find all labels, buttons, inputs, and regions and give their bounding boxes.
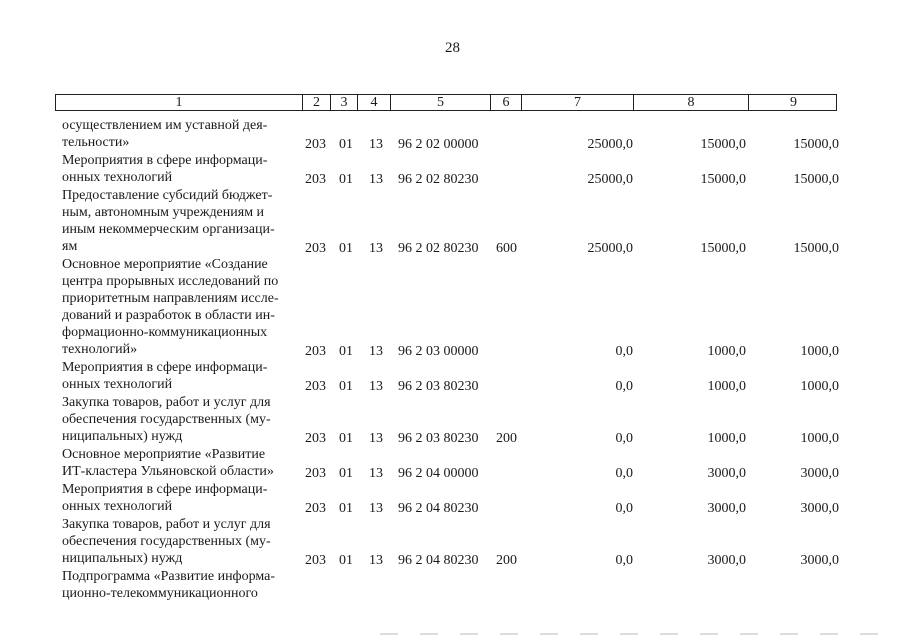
description-line: тельности» [62, 135, 130, 150]
cell-c5: 96 2 04 00000 [398, 466, 479, 481]
cell-c2: 203 [305, 241, 326, 256]
cell-c8: 15000,0 [700, 172, 746, 187]
cell-c7: 25000,0 [587, 241, 633, 256]
description-line: приоритетным направлениям иссле- [62, 291, 279, 306]
cell-c3: 01 [339, 466, 353, 481]
description-line: дований и разработок в области ин- [62, 308, 275, 323]
cell-c8: 3000,0 [707, 553, 746, 568]
description-line: обеспечения государственных (му- [62, 534, 271, 549]
cell-c5: 96 2 02 80230 [398, 241, 479, 256]
cell-c2: 203 [305, 466, 326, 481]
description-line: ям [62, 239, 78, 254]
cell-c2: 203 [305, 379, 326, 394]
cell-c3: 01 [339, 172, 353, 187]
cell-c7: 25000,0 [587, 172, 633, 187]
cell-c5: 96 2 03 80230 [398, 379, 479, 394]
header-cell-4: 4 [357, 95, 390, 110]
cell-c5: 96 2 04 80230 [398, 501, 479, 516]
description-line: Основное мероприятие «Развитие [62, 447, 266, 462]
description-line: центра прорывных исследований по [62, 274, 279, 289]
description-line: онных технологий [62, 377, 173, 392]
header-cell-2: 2 [302, 95, 330, 110]
row-description [62, 481, 296, 515]
description-line: технологий» [62, 342, 138, 357]
cell-c2: 203 [305, 501, 326, 516]
cell-c7: 0,0 [615, 344, 633, 359]
cell-c4: 13 [369, 553, 383, 568]
description-line: Мероприятия в сфере информаци- [62, 482, 268, 497]
cell-c6: 200 [496, 431, 517, 446]
cell-c6: 200 [496, 553, 517, 568]
cell-c9: 3000,0 [800, 501, 839, 516]
cell-c8: 15000,0 [700, 241, 746, 256]
header-cell-6: 6 [490, 95, 521, 110]
scan-artifact [380, 633, 900, 635]
header-cell-3: 3 [330, 95, 357, 110]
description-line: Подпрограмма «Развитие информа- [62, 569, 276, 584]
header-cell-9: 9 [748, 95, 838, 110]
cell-c8: 15000,0 [700, 137, 746, 152]
row-description [62, 568, 296, 602]
cell-c7: 0,0 [615, 379, 633, 394]
cell-c4: 13 [369, 501, 383, 516]
description-line: Закупка товаров, работ и услуг для [62, 517, 271, 532]
cell-c2: 203 [305, 172, 326, 187]
description-line: Мероприятия в сфере информаци- [62, 360, 268, 375]
cell-c2: 203 [305, 137, 326, 152]
row-description [62, 187, 296, 255]
description-line: ниципальных) нужд [62, 551, 183, 566]
cell-c9: 1000,0 [800, 344, 839, 359]
cell-c3: 01 [339, 241, 353, 256]
cell-c4: 13 [369, 431, 383, 446]
description-line: Предоставление субсидий бюджет- [62, 188, 273, 203]
cell-c7: 0,0 [615, 501, 633, 516]
cell-c6: 600 [496, 241, 517, 256]
cell-c9: 1000,0 [800, 431, 839, 446]
row-description [62, 359, 296, 393]
header-cell-8: 8 [633, 95, 748, 110]
cell-c4: 13 [369, 241, 383, 256]
cell-c3: 01 [339, 553, 353, 568]
cell-c8: 3000,0 [707, 501, 746, 516]
cell-c4: 13 [369, 379, 383, 394]
cell-c8: 1000,0 [707, 431, 746, 446]
row-description [62, 394, 296, 445]
cell-c8: 1000,0 [707, 379, 746, 394]
table-header-row [55, 94, 837, 111]
cell-c9: 15000,0 [793, 172, 839, 187]
row-description [62, 256, 296, 358]
row-description [62, 446, 296, 480]
cell-c9: 3000,0 [800, 553, 839, 568]
cell-c8: 3000,0 [707, 466, 746, 481]
cell-c3: 01 [339, 344, 353, 359]
cell-c3: 01 [339, 501, 353, 516]
cell-c5: 96 2 03 80230 [398, 431, 479, 446]
cell-c9: 1000,0 [800, 379, 839, 394]
description-line: обеспечения государственных (му- [62, 412, 271, 427]
row-description [62, 516, 296, 567]
cell-c9: 15000,0 [793, 241, 839, 256]
description-line: Основное мероприятие «Создание [62, 257, 268, 272]
header-cell-1: 1 [175, 95, 183, 110]
cell-c5: 96 2 04 80230 [398, 553, 479, 568]
description-line: ным, автономным учреждениям и [62, 205, 265, 220]
description-line: осуществлением им уставной дея- [62, 118, 268, 133]
cell-c4: 13 [369, 344, 383, 359]
header-cell-5: 5 [390, 95, 490, 110]
row-description [62, 117, 296, 151]
cell-c2: 203 [305, 344, 326, 359]
description-line: ционно-телекоммуникационного [62, 586, 258, 601]
cell-c3: 01 [339, 137, 353, 152]
cell-c8: 1000,0 [707, 344, 746, 359]
page-number: 28 [445, 40, 460, 56]
cell-c3: 01 [339, 431, 353, 446]
cell-c3: 01 [339, 379, 353, 394]
description-line: формационно-коммуникационных [62, 325, 268, 340]
cell-c5: 96 2 02 00000 [398, 137, 479, 152]
description-line: ниципальных) нужд [62, 429, 183, 444]
cell-c7: 0,0 [615, 553, 633, 568]
cell-c5: 96 2 03 00000 [398, 344, 479, 359]
cell-c7: 25000,0 [587, 137, 633, 152]
cell-c9: 15000,0 [793, 137, 839, 152]
cell-c9: 3000,0 [800, 466, 839, 481]
cell-c5: 96 2 02 80230 [398, 172, 479, 187]
cell-c4: 13 [369, 137, 383, 152]
row-description [62, 152, 296, 186]
cell-c4: 13 [369, 466, 383, 481]
cell-c2: 203 [305, 431, 326, 446]
description-line: иным некоммерческим организаци- [62, 222, 275, 237]
cell-c4: 13 [369, 172, 383, 187]
header-cell-7: 7 [521, 95, 633, 110]
description-line: Мероприятия в сфере информаци- [62, 153, 268, 168]
description-line: ИТ-кластера Ульяновской области» [62, 464, 274, 479]
description-line: Закупка товаров, работ и услуг для [62, 395, 271, 410]
cell-c7: 0,0 [615, 431, 633, 446]
description-line: онных технологий [62, 170, 173, 185]
cell-c2: 203 [305, 553, 326, 568]
description-line: онных технологий [62, 499, 173, 514]
cell-c7: 0,0 [615, 466, 633, 481]
